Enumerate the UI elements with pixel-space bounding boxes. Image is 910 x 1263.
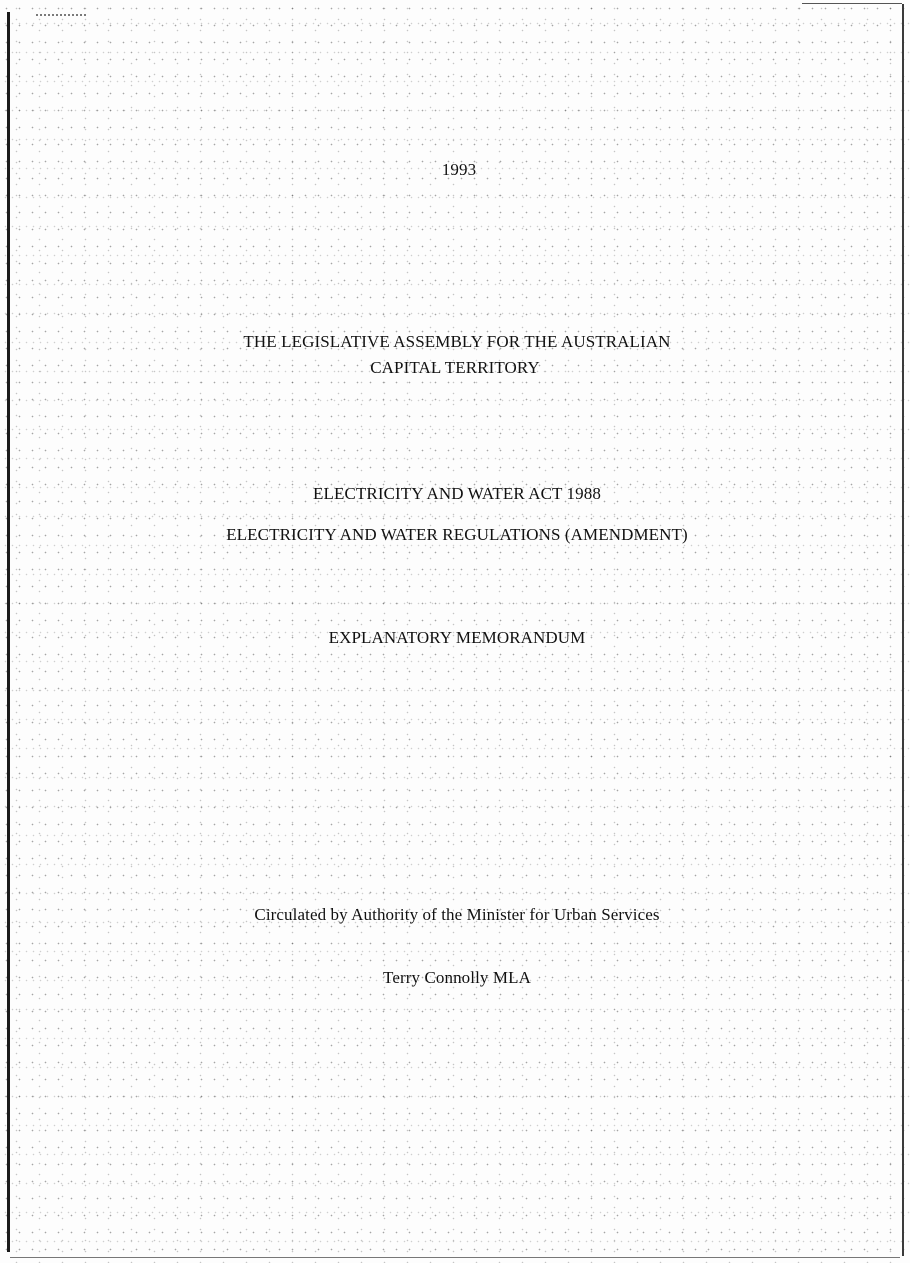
assembly-title-line-1: THE LEGISLATIVE ASSEMBLY FOR THE AUSTRALIAN <box>243 332 671 351</box>
scan-smudge <box>36 14 86 22</box>
minister-name: Terry Connolly MLA <box>383 968 531 987</box>
scan-top-edge <box>802 3 902 4</box>
assembly-title-line-2: CAPITAL TERRITORY <box>370 358 540 377</box>
document-year: 1993 <box>441 160 477 179</box>
memorandum-title: EXPLANATORY MEMORANDUM <box>328 628 586 647</box>
circulated-by-line: Circulated by Authority of the Minister for Urban Services <box>254 905 660 924</box>
regulations-title: ELECTRICITY AND WATER REGULATIONS (AMENDMENT) <box>226 525 688 544</box>
act-title: ELECTRICITY AND WATER ACT 1988 <box>313 484 601 503</box>
scan-bottom-edge <box>10 1257 900 1258</box>
